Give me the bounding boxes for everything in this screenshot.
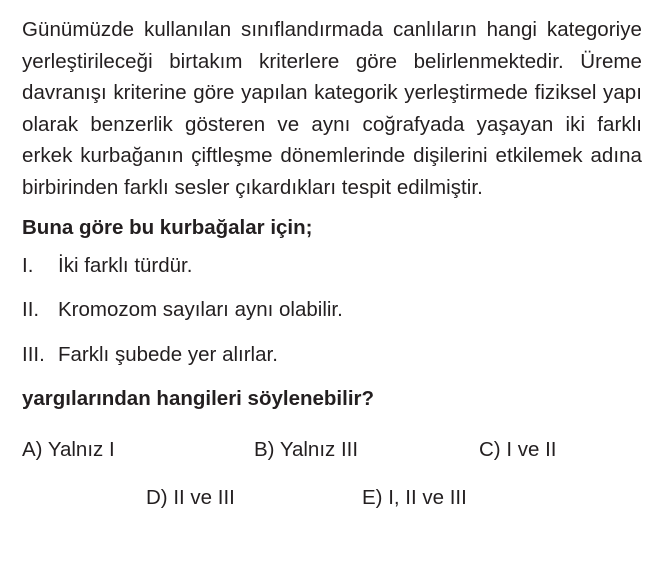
choices-row-first [22,434,642,466]
list-item [22,294,642,326]
choice-option-c[interactable]: C) I ve II [479,437,557,461]
prompt-text: Buna göre bu kurbağalar için; [22,216,313,239]
statement-number: III. [22,342,45,366]
statement-number: I. [22,253,34,277]
list-item [22,250,642,282]
statement-text: Kromozom sayıları aynı olabilir. [58,298,343,321]
choice-option-e[interactable]: E) I, II ve III [362,486,467,509]
closing-question-text: yargılarından hangileri söylenebilir? [22,387,375,410]
choice-option-d[interactable]: D) II ve III [146,486,235,509]
choices-row-second [22,482,642,514]
choice-option-b[interactable]: B) Yalnız III [254,437,359,461]
list-item [22,339,642,371]
passage-text: Günümüzde kullanılan sınıflandırmada canlıların hangi kategoriye yerleştirileceği birtakım kriterlere göre belirlenmektedir. Üreme davranışı kriterine göre yapılan kategorik yerleştirmede fiziksel yapı olarak benzerlik gösteren ve aynı coğrafyada yaşayan iki farklı erkek kurbağanın çiftleşme dönemlerinde dişilerini etkilemek adına birbirinden farklı sesler çıkardıkları tespit edilmiştir. [22,18,642,199]
choice-option-a[interactable]: A) Yalnız I [22,437,115,461]
statement-number: II. [22,298,40,321]
statement-text: Farklı şubede yer alırlar. [58,342,278,366]
statement-list [22,250,642,371]
statement-text: İki farklı türdür. [58,253,193,277]
